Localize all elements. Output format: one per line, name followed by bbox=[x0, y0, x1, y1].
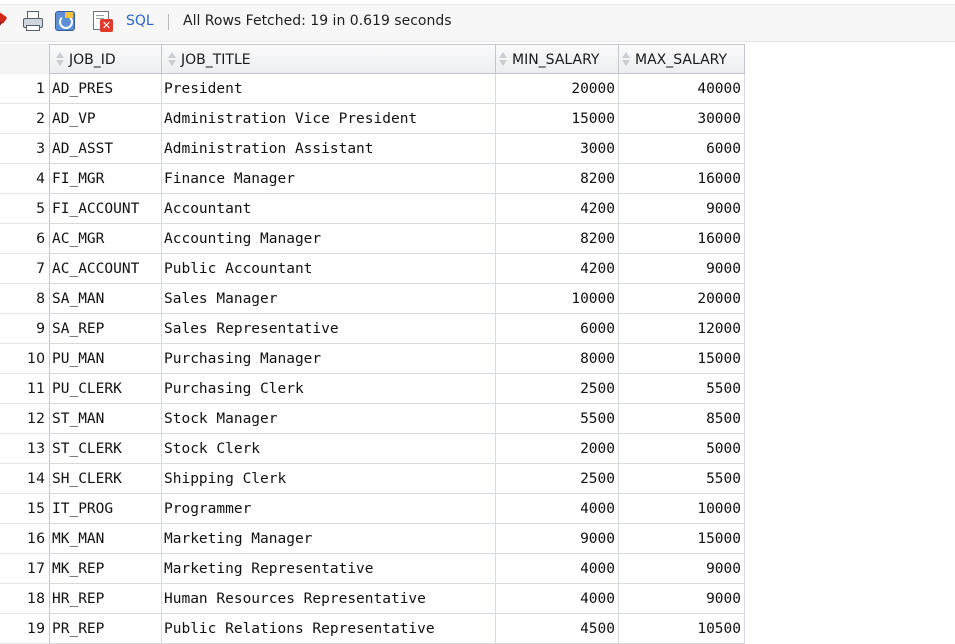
row-number: 11 bbox=[0, 374, 50, 404]
cell-job-id[interactable]: AC_MGR bbox=[50, 224, 162, 254]
fetch-status-text: All Rows Fetched: 19 in 0.619 seconds bbox=[183, 13, 452, 29]
cell-max-salary[interactable]: 9000 bbox=[619, 254, 745, 284]
row-number: 7 bbox=[0, 254, 50, 284]
sort-icon[interactable] bbox=[55, 51, 66, 67]
cell-job-title[interactable]: Stock Manager bbox=[162, 404, 496, 434]
table-row[interactable] bbox=[0, 104, 745, 134]
cell-job-id[interactable]: SA_MAN bbox=[50, 284, 162, 314]
table-row[interactable] bbox=[0, 134, 745, 164]
table-row[interactable] bbox=[0, 344, 745, 374]
row-number: 6 bbox=[0, 224, 50, 254]
cell-max-salary[interactable]: 30000 bbox=[619, 104, 745, 134]
column-header-min-salary[interactable] bbox=[496, 44, 619, 74]
table-row[interactable] bbox=[0, 554, 745, 584]
cell-job-id[interactable]: MK_MAN bbox=[50, 524, 162, 554]
cell-job-id[interactable]: HR_REP bbox=[50, 584, 162, 614]
cell-job-title[interactable]: Administration Assistant bbox=[162, 134, 496, 164]
cell-min-salary[interactable]: 4200 bbox=[496, 254, 619, 284]
cell-job-title[interactable]: Public Relations Representative bbox=[162, 614, 496, 644]
column-header-job-id[interactable] bbox=[50, 44, 162, 74]
cell-max-salary[interactable]: 9000 bbox=[619, 584, 745, 614]
row-number: 18 bbox=[0, 584, 50, 614]
cell-max-salary[interactable]: 6000 bbox=[619, 134, 745, 164]
column-header-max-salary[interactable] bbox=[619, 44, 745, 74]
delete-icon[interactable]: ✕ bbox=[92, 10, 114, 32]
cell-max-salary[interactable]: 9000 bbox=[619, 554, 745, 584]
cell-min-salary[interactable]: 8200 bbox=[496, 224, 619, 254]
print-icon[interactable] bbox=[22, 10, 44, 32]
cell-job-title[interactable]: Purchasing Clerk bbox=[162, 374, 496, 404]
cell-job-title[interactable]: Human Resources Representative bbox=[162, 584, 496, 614]
cell-min-salary[interactable]: 9000 bbox=[496, 524, 619, 554]
cell-job-id[interactable]: FI_MGR bbox=[50, 164, 162, 194]
column-header-label: MAX_SALARY bbox=[635, 52, 728, 68]
cell-min-salary[interactable]: 20000 bbox=[496, 74, 619, 104]
row-number: 8 bbox=[0, 284, 50, 314]
cell-job-id[interactable]: PR_REP bbox=[50, 614, 162, 644]
row-number: 9 bbox=[0, 314, 50, 344]
cell-job-title[interactable]: Marketing Representative bbox=[162, 554, 496, 584]
cell-max-salary[interactable]: 5500 bbox=[619, 464, 745, 494]
cell-job-title[interactable]: President bbox=[162, 74, 496, 104]
table-row[interactable] bbox=[0, 584, 745, 614]
cell-job-id[interactable]: AD_ASST bbox=[50, 134, 162, 164]
grid-header-row bbox=[0, 44, 955, 74]
cell-max-salary[interactable]: 9000 bbox=[619, 194, 745, 224]
row-number: 2 bbox=[0, 104, 50, 134]
cell-min-salary[interactable]: 4200 bbox=[496, 194, 619, 224]
cell-max-salary[interactable]: 12000 bbox=[619, 314, 745, 344]
cell-min-salary[interactable]: 5500 bbox=[496, 404, 619, 434]
cell-job-id[interactable]: SA_REP bbox=[50, 314, 162, 344]
sort-icon[interactable] bbox=[621, 51, 632, 67]
row-number: 17 bbox=[0, 554, 50, 584]
cell-min-salary[interactable]: 4000 bbox=[496, 494, 619, 524]
cell-job-id[interactable]: AD_VP bbox=[50, 104, 162, 134]
table-row[interactable] bbox=[0, 164, 745, 194]
table-row[interactable] bbox=[0, 434, 745, 464]
row-number: 10 bbox=[0, 344, 50, 374]
cell-min-salary[interactable]: 3000 bbox=[496, 134, 619, 164]
column-header-job-title[interactable] bbox=[162, 44, 496, 74]
cell-job-title[interactable]: Finance Manager bbox=[162, 164, 496, 194]
cell-max-salary[interactable]: 10000 bbox=[619, 494, 745, 524]
cell-min-salary[interactable]: 4000 bbox=[496, 584, 619, 614]
cell-max-salary[interactable]: 5000 bbox=[619, 434, 745, 464]
cell-min-salary[interactable]: 8200 bbox=[496, 164, 619, 194]
cell-job-id[interactable]: PU_MAN bbox=[50, 344, 162, 374]
sort-icon[interactable] bbox=[167, 51, 178, 67]
table-row[interactable] bbox=[0, 524, 745, 554]
cell-job-id[interactable]: ST_MAN bbox=[50, 404, 162, 434]
cell-min-salary[interactable]: 2500 bbox=[496, 374, 619, 404]
cell-job-id[interactable]: MK_REP bbox=[50, 554, 162, 584]
cell-job-title[interactable]: Purchasing Manager bbox=[162, 344, 496, 374]
results-grid[interactable] bbox=[0, 42, 955, 640]
cell-min-salary[interactable]: 2500 bbox=[496, 464, 619, 494]
row-number: 15 bbox=[0, 494, 50, 524]
cell-job-title[interactable]: Shipping Clerk bbox=[162, 464, 496, 494]
row-number: 3 bbox=[0, 134, 50, 164]
table-row[interactable] bbox=[0, 284, 745, 314]
cell-job-id[interactable]: AC_ACCOUNT bbox=[50, 254, 162, 284]
row-number: 4 bbox=[0, 164, 50, 194]
cell-min-salary[interactable]: 6000 bbox=[496, 314, 619, 344]
refresh-icon[interactable] bbox=[55, 10, 77, 32]
cell-min-salary[interactable]: 4000 bbox=[496, 554, 619, 584]
cell-min-salary[interactable]: 8000 bbox=[496, 344, 619, 374]
column-header-label: JOB_ID bbox=[69, 52, 116, 68]
cell-max-salary[interactable]: 8500 bbox=[619, 404, 745, 434]
table-row[interactable] bbox=[0, 314, 745, 344]
cell-job-id[interactable]: FI_ACCOUNT bbox=[50, 194, 162, 224]
cell-job-id[interactable]: SH_CLERK bbox=[50, 464, 162, 494]
cell-max-salary[interactable]: 15000 bbox=[619, 344, 745, 374]
cell-min-salary[interactable]: 15000 bbox=[496, 104, 619, 134]
cell-min-salary[interactable]: 4500 bbox=[496, 614, 619, 644]
cell-job-title[interactable]: Programmer bbox=[162, 494, 496, 524]
row-number: 14 bbox=[0, 464, 50, 494]
sql-link[interactable]: SQL bbox=[126, 13, 154, 29]
cell-job-id[interactable]: IT_PROG bbox=[50, 494, 162, 524]
column-header-label: JOB_TITLE bbox=[181, 52, 251, 68]
cell-job-id[interactable]: PU_CLERK bbox=[50, 374, 162, 404]
toolbar-top-border bbox=[0, 0, 955, 5]
cell-job-title[interactable]: Accounting Manager bbox=[162, 224, 496, 254]
cell-max-salary[interactable]: 40000 bbox=[619, 74, 745, 104]
cell-job-title[interactable]: Administration Vice President bbox=[162, 104, 496, 134]
toolbar-separator bbox=[168, 14, 169, 30]
row-number: 12 bbox=[0, 404, 50, 434]
column-header-label: MIN_SALARY bbox=[512, 52, 600, 68]
table-row[interactable] bbox=[0, 464, 745, 494]
cell-max-salary[interactable]: 16000 bbox=[619, 224, 745, 254]
table-row[interactable] bbox=[0, 194, 745, 224]
results-toolbar bbox=[0, 0, 955, 42]
table-row[interactable] bbox=[0, 74, 745, 104]
cell-min-salary[interactable]: 10000 bbox=[496, 284, 619, 314]
cell-job-title[interactable]: Sales Representative bbox=[162, 314, 496, 344]
cell-min-salary[interactable]: 2000 bbox=[496, 434, 619, 464]
pin-icon[interactable] bbox=[0, 10, 16, 32]
row-number: 1 bbox=[0, 74, 50, 104]
cell-max-salary[interactable]: 5500 bbox=[619, 374, 745, 404]
table-row[interactable] bbox=[0, 254, 745, 284]
cell-job-title[interactable]: Accountant bbox=[162, 194, 496, 224]
cell-job-title[interactable]: Stock Clerk bbox=[162, 434, 496, 464]
table-row[interactable] bbox=[0, 374, 745, 404]
row-number-header bbox=[0, 44, 50, 74]
row-number: 13 bbox=[0, 434, 50, 464]
sort-icon[interactable] bbox=[498, 51, 509, 67]
cell-max-salary[interactable]: 10500 bbox=[619, 614, 745, 644]
cell-job-title[interactable]: Public Accountant bbox=[162, 254, 496, 284]
table-row[interactable] bbox=[0, 224, 745, 254]
cell-max-salary[interactable]: 16000 bbox=[619, 164, 745, 194]
row-number: 19 bbox=[0, 614, 50, 644]
table-row[interactable] bbox=[0, 494, 745, 524]
row-number: 16 bbox=[0, 524, 50, 554]
cell-job-title[interactable]: Marketing Manager bbox=[162, 524, 496, 554]
cell-job-id[interactable]: AD_PRES bbox=[50, 74, 162, 104]
row-number: 5 bbox=[0, 194, 50, 224]
cell-job-title[interactable]: Sales Manager bbox=[162, 284, 496, 314]
cell-job-id[interactable]: ST_CLERK bbox=[50, 434, 162, 464]
cell-max-salary[interactable]: 20000 bbox=[619, 284, 745, 314]
table-row[interactable] bbox=[0, 404, 745, 434]
cell-max-salary[interactable]: 15000 bbox=[619, 524, 745, 554]
